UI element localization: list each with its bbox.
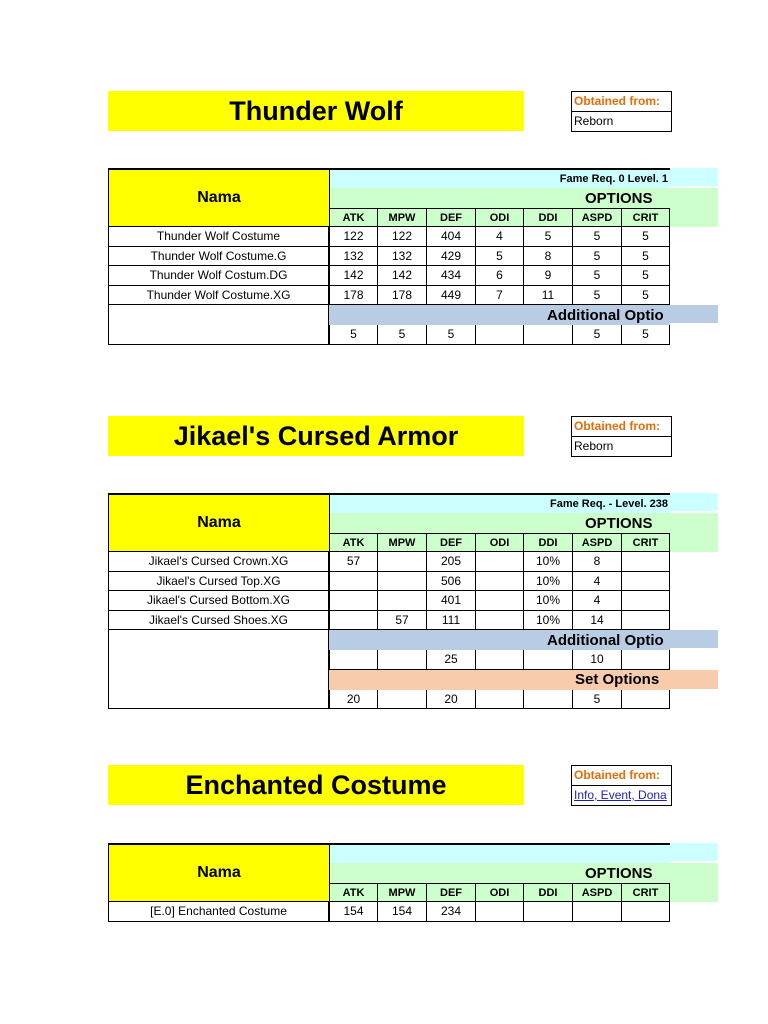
stat-cell-odi: 5: [476, 247, 524, 267]
item-name-cell: Thunder Wolf Costume.XG: [108, 286, 329, 306]
options-row-extension: [670, 513, 718, 552]
additional-stat-cell: 5: [573, 325, 622, 345]
fame-row-extension: [670, 493, 718, 511]
obtained-from-label: Obtained from:: [572, 766, 671, 786]
stat-cell-crit: 5: [622, 286, 670, 306]
stat-cell-crit: [622, 552, 670, 572]
stat-cell-atk: 154: [329, 902, 378, 922]
obtained-from-box: [571, 765, 672, 806]
name-column-header: Nama: [108, 843, 330, 902]
stat-cell-aspd: 4: [573, 572, 622, 592]
stat-cell-crit: [622, 572, 670, 592]
column-header-def: DEF: [427, 208, 476, 227]
additional-stat-cell: 10: [573, 650, 622, 670]
additional-options-header: Additional Optio: [329, 305, 670, 325]
additional-stat-cell: [378, 650, 427, 670]
additional-stat-cell: [329, 650, 378, 670]
stat-cell-aspd: [573, 902, 622, 922]
stat-cell-atk: [329, 572, 378, 592]
stat-cell-odi: [476, 572, 524, 592]
stat-cell-mpw: 57: [378, 611, 427, 631]
stat-cell-def: 429: [427, 247, 476, 267]
additional-stat-cell: 5: [378, 325, 427, 345]
column-header-mpw: MPW: [378, 883, 427, 902]
stat-cell-crit: [622, 591, 670, 611]
stat-cell-mpw: [378, 572, 427, 592]
stat-cell-def: 506: [427, 572, 476, 592]
item-name-cell: Jikael's Cursed Shoes.XG: [108, 611, 329, 631]
set-stat-cell: 20: [329, 690, 378, 710]
stat-cell-mpw: 178: [378, 286, 427, 306]
item-name-cell: Jikael's Cursed Top.XG: [108, 572, 329, 592]
column-header-mpw: MPW: [378, 533, 427, 552]
stat-cell-atk: 178: [329, 286, 378, 306]
obtained-from-label: Obtained from:: [572, 417, 671, 437]
options-row-extension: [670, 188, 718, 227]
column-header-crit: CRIT: [622, 533, 670, 552]
stat-cell-odi: 7: [476, 286, 524, 306]
set-stat-cell: 5: [573, 690, 622, 710]
stat-cell-mpw: 122: [378, 227, 427, 247]
additional-stat-cell: [476, 650, 524, 670]
name-column-header: Nama: [108, 168, 330, 227]
set-row-extension: [670, 670, 718, 689]
column-header-def: DEF: [427, 533, 476, 552]
stat-cell-atk: 122: [329, 227, 378, 247]
fame-row-extension: [670, 168, 718, 186]
stat-cell-ddi: 10%: [524, 611, 573, 631]
stat-cell-aspd: 4: [573, 591, 622, 611]
stat-cell-crit: [622, 611, 670, 631]
additional-stat-cell: [524, 325, 573, 345]
stat-cell-ddi: 5: [524, 227, 573, 247]
stat-cell-def: 205: [427, 552, 476, 572]
additional-stat-cell: 5: [427, 325, 476, 345]
item-name-cell: Thunder Wolf Costum.DG: [108, 266, 329, 286]
stat-cell-atk: [329, 611, 378, 631]
additional-stat-cell: [524, 650, 573, 670]
options-header: OPTIONS: [329, 188, 670, 208]
obtained-from-box: [571, 416, 672, 457]
fame-level-row: [329, 843, 670, 863]
stat-cell-odi: [476, 902, 524, 922]
stat-cell-def: 234: [427, 902, 476, 922]
set-stat-cell: [524, 690, 573, 710]
stat-cell-def: 449: [427, 286, 476, 306]
stat-cell-ddi: 11: [524, 286, 573, 306]
stat-cell-mpw: 154: [378, 902, 427, 922]
fame-row-extension: [670, 843, 718, 861]
stat-cell-odi: 4: [476, 227, 524, 247]
section-title: Thunder Wolf: [108, 91, 524, 131]
stat-cell-atk: 142: [329, 266, 378, 286]
stat-cell-atk: 132: [329, 247, 378, 267]
stat-cell-def: 434: [427, 266, 476, 286]
blank-name-block: [108, 630, 329, 709]
stat-cell-aspd: 14: [573, 611, 622, 631]
item-name-cell: [E.0] Enchanted Costume: [108, 902, 329, 922]
item-name-cell: Jikael's Cursed Crown.XG: [108, 552, 329, 572]
column-header-crit: CRIT: [622, 883, 670, 902]
stat-cell-aspd: 5: [573, 227, 622, 247]
stat-cell-ddi: 10%: [524, 591, 573, 611]
column-header-atk: ATK: [329, 208, 378, 227]
stat-cell-def: 111: [427, 611, 476, 631]
stat-cell-crit: 5: [622, 227, 670, 247]
name-column-header: Nama: [108, 493, 330, 552]
set-stat-cell: [476, 690, 524, 710]
stat-cell-ddi: [524, 902, 573, 922]
stat-cell-mpw: [378, 552, 427, 572]
set-stat-cell: 20: [427, 690, 476, 710]
stat-cell-ddi: 9: [524, 266, 573, 286]
stat-cell-crit: 5: [622, 266, 670, 286]
additional-options-header: Additional Optio: [329, 630, 670, 650]
stat-cell-crit: [622, 902, 670, 922]
stat-cell-ddi: 8: [524, 247, 573, 267]
column-header-ddi: DDI: [524, 533, 573, 552]
stat-cell-atk: [329, 591, 378, 611]
set-options-header: Set Options: [329, 670, 670, 690]
stat-cell-ddi: 10%: [524, 552, 573, 572]
set-stat-cell: [378, 690, 427, 710]
stat-cell-mpw: 142: [378, 266, 427, 286]
set-stat-cell: [622, 690, 670, 710]
blank-name-block: [108, 305, 329, 345]
stat-cell-mpw: [378, 591, 427, 611]
stat-cell-mpw: 132: [378, 247, 427, 267]
stat-cell-odi: [476, 552, 524, 572]
section-title: Jikael's Cursed Armor: [108, 416, 524, 456]
obtained-from-value: Reborn: [574, 114, 614, 128]
column-header-aspd: ASPD: [573, 208, 622, 227]
column-header-aspd: ASPD: [573, 883, 622, 902]
stat-cell-odi: [476, 591, 524, 611]
stat-cell-def: 404: [427, 227, 476, 247]
stat-cell-odi: [476, 611, 524, 631]
options-header: OPTIONS: [329, 863, 670, 883]
additional-stat-cell: 5: [622, 325, 670, 345]
obtained-from-value[interactable]: Info, Event, Dona: [574, 788, 667, 802]
options-row-extension: [670, 863, 718, 902]
additional-stat-cell: 25: [427, 650, 476, 670]
item-name-cell: Thunder Wolf Costume.G: [108, 247, 329, 267]
stat-cell-aspd: 8: [573, 552, 622, 572]
options-header: OPTIONS: [329, 513, 670, 533]
section-title: Enchanted Costume: [108, 765, 524, 805]
additional-row-extension: [670, 630, 718, 648]
additional-stat-cell: 5: [329, 325, 378, 345]
stat-cell-aspd: 5: [573, 266, 622, 286]
column-header-mpw: MPW: [378, 208, 427, 227]
obtained-from-value: Reborn: [574, 439, 614, 453]
additional-row-extension: [670, 305, 718, 323]
column-header-atk: ATK: [329, 883, 378, 902]
column-header-aspd: ASPD: [573, 533, 622, 552]
column-header-ddi: DDI: [524, 208, 573, 227]
column-header-ddi: DDI: [524, 883, 573, 902]
column-header-odi: ODI: [476, 533, 524, 552]
item-name-cell: Thunder Wolf Costume: [108, 227, 329, 247]
fame-level-row: Fame Req. 0 Level. 1: [329, 168, 670, 188]
column-header-odi: ODI: [476, 208, 524, 227]
stat-cell-ddi: 10%: [524, 572, 573, 592]
column-header-atk: ATK: [329, 533, 378, 552]
column-header-def: DEF: [427, 883, 476, 902]
stat-cell-aspd: 5: [573, 247, 622, 267]
stat-cell-aspd: 5: [573, 286, 622, 306]
stat-cell-odi: 6: [476, 266, 524, 286]
obtained-from-label: Obtained from:: [572, 92, 671, 112]
additional-stat-cell: [622, 650, 670, 670]
stat-cell-atk: 57: [329, 552, 378, 572]
stat-cell-def: 401: [427, 591, 476, 611]
column-header-crit: CRIT: [622, 208, 670, 227]
column-header-odi: ODI: [476, 883, 524, 902]
item-name-cell: Jikael's Cursed Bottom.XG: [108, 591, 329, 611]
stat-cell-crit: 5: [622, 247, 670, 267]
obtained-from-box: [571, 91, 672, 132]
fame-level-row: Fame Req. - Level. 238: [329, 493, 670, 513]
additional-stat-cell: [476, 325, 524, 345]
